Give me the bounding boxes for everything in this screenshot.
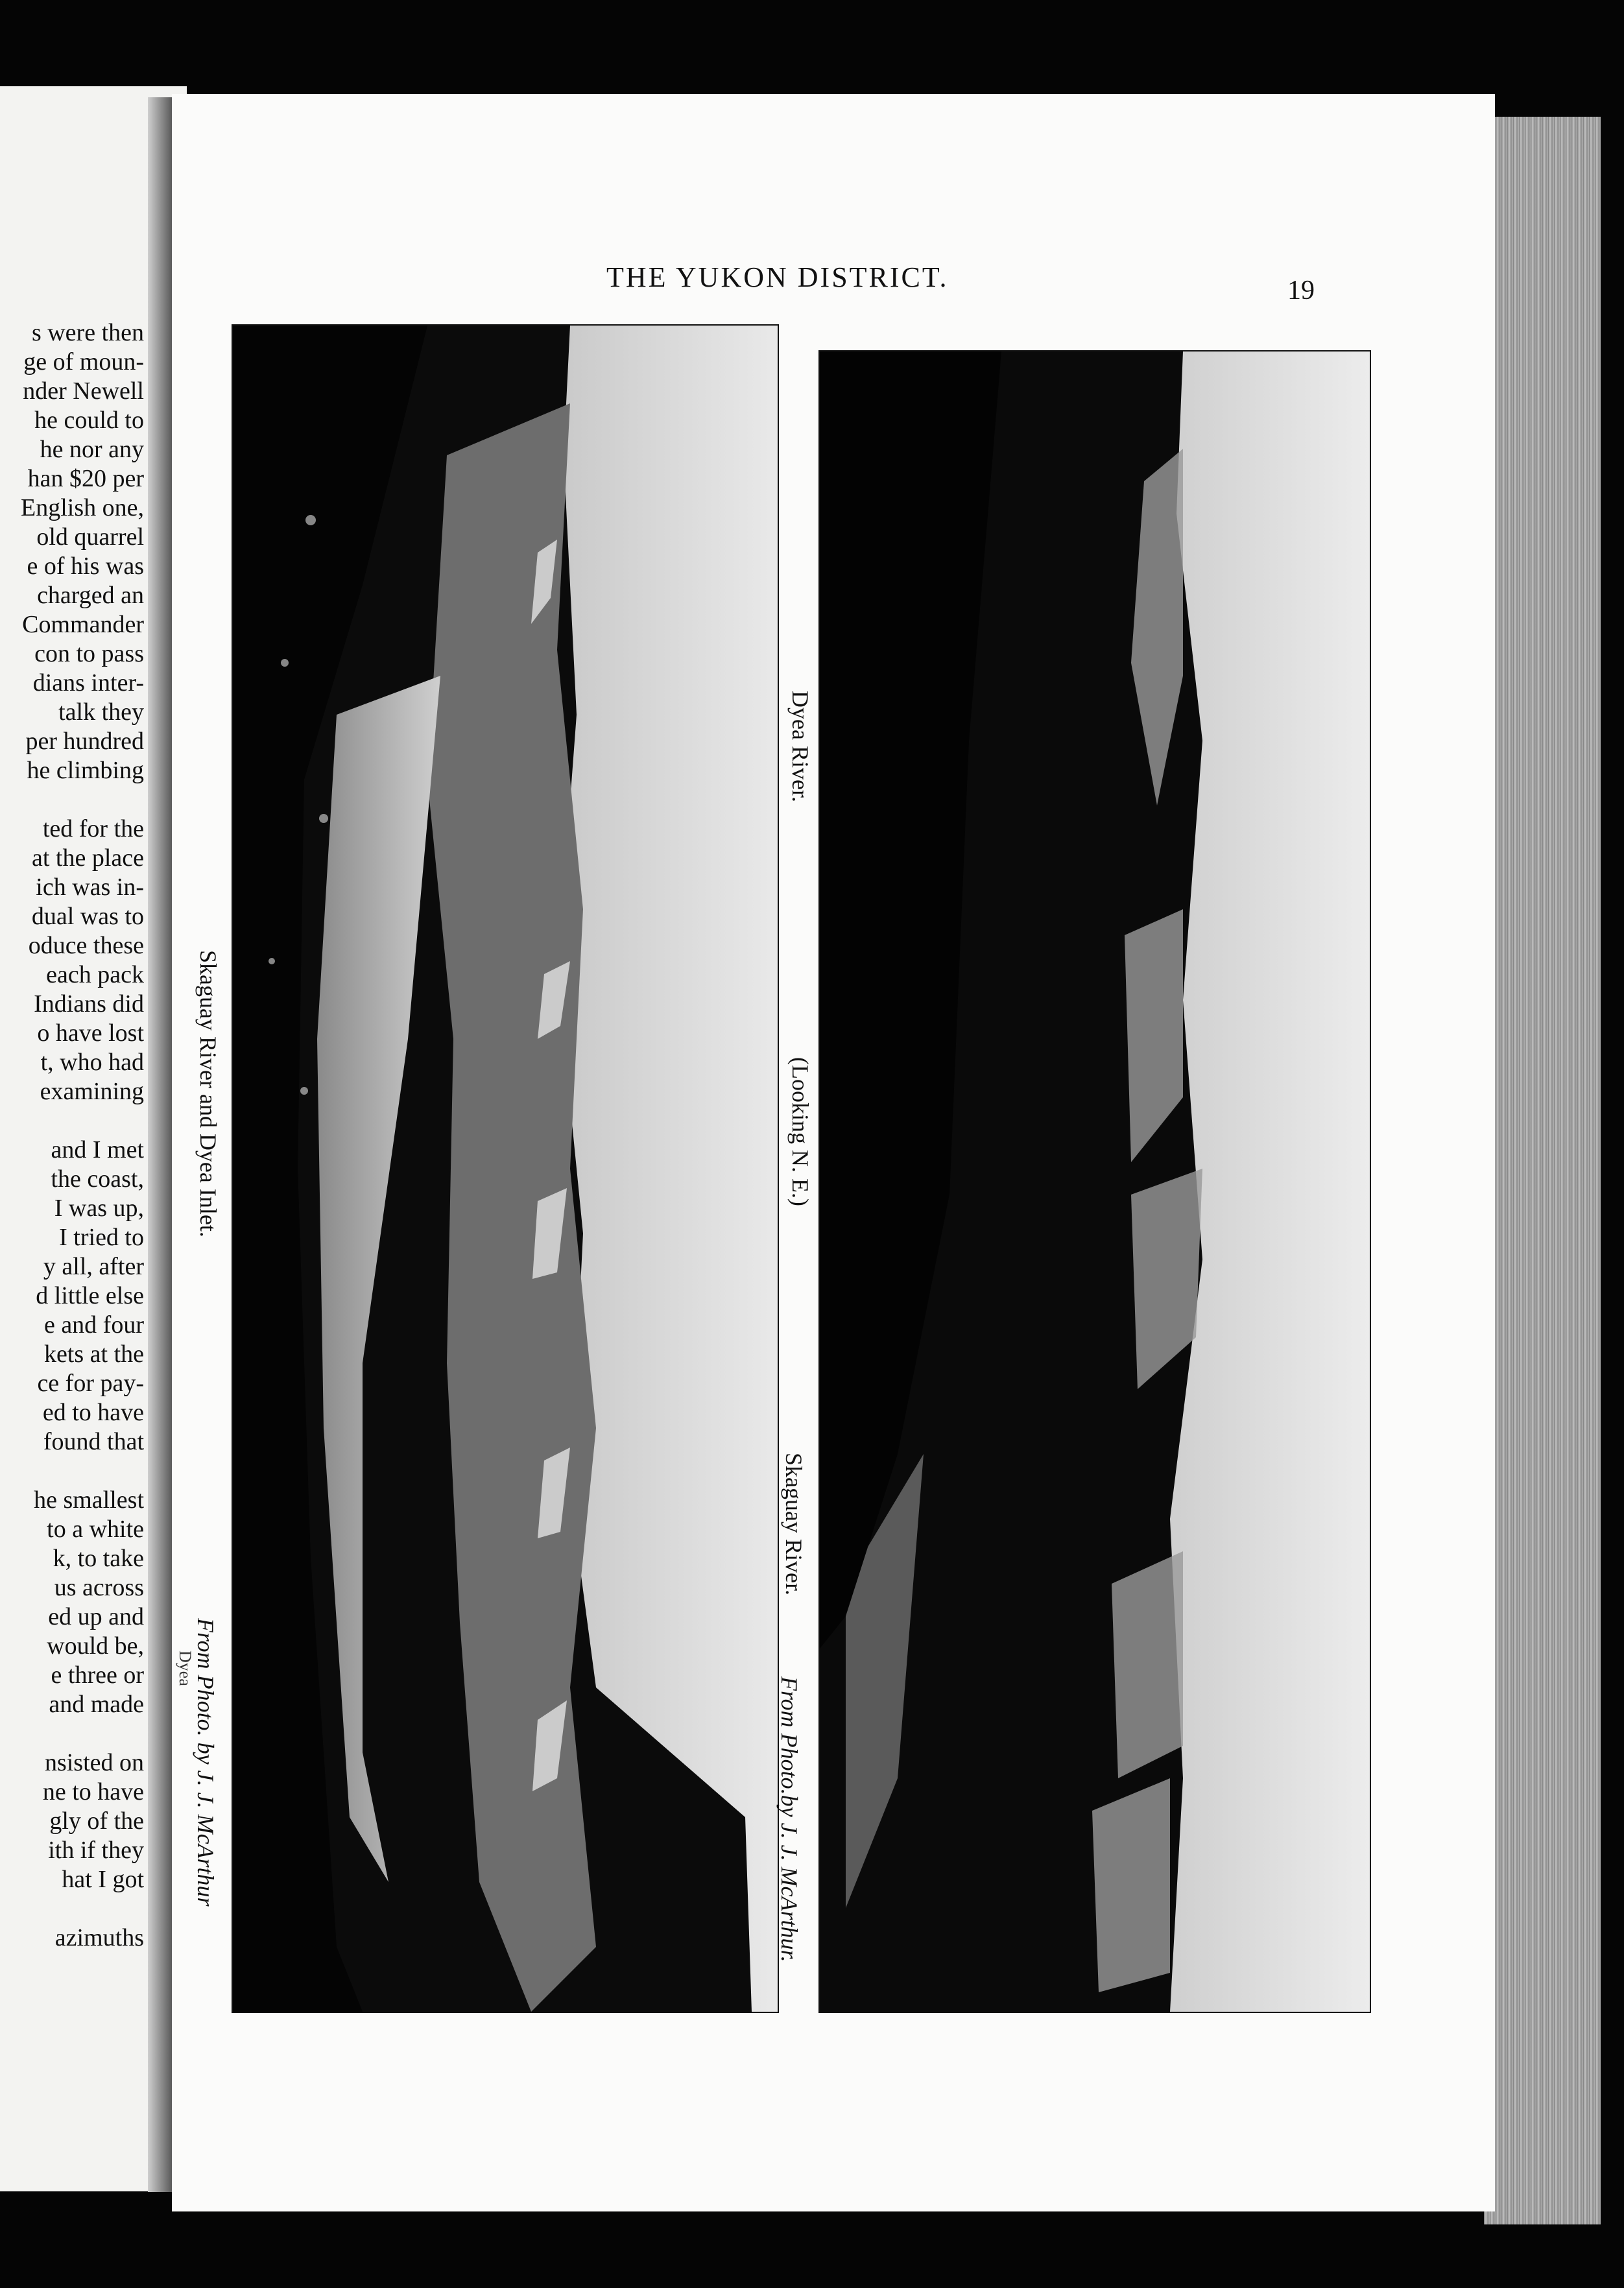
- text-line: y all, after: [43, 1253, 144, 1280]
- text-line: old quarrel: [36, 523, 144, 551]
- text-line: charged an: [37, 582, 144, 609]
- text-line: ich was in-: [36, 874, 144, 901]
- text-line: he nor any: [40, 436, 144, 463]
- text-line: [0, 1719, 144, 1748]
- label-skaguay-river: Skaguay River.: [781, 1453, 807, 1595]
- text-line: examining: [40, 1078, 144, 1105]
- text-line: e three or: [51, 1662, 144, 1689]
- text-line: ed to have: [42, 1399, 144, 1426]
- text-line: t, who had: [40, 1049, 144, 1076]
- text-line: ith if they: [48, 1837, 144, 1864]
- text-line: the coast,: [51, 1165, 144, 1193]
- label-looking-ne: (Looking N. E.): [787, 1057, 813, 1206]
- text-line: [0, 1894, 144, 1924]
- running-head: THE YUKON DISTRICT.: [606, 261, 949, 293]
- text-line: dual was to: [31, 903, 144, 930]
- text-line: d little else: [36, 1282, 144, 1309]
- label-dyea-river: Dyea River.: [787, 691, 813, 802]
- text-line: [0, 785, 144, 815]
- text-line: han $20 per: [27, 465, 144, 492]
- text-line: us across: [54, 1574, 144, 1601]
- text-line: [0, 1106, 144, 1136]
- text-line: he could to: [34, 407, 144, 434]
- text-line: I was up,: [54, 1195, 144, 1222]
- text-line: I tried to: [59, 1224, 144, 1251]
- text-line: e and four: [43, 1311, 144, 1339]
- text-line: and I met: [51, 1136, 144, 1163]
- page-number: 19: [1287, 276, 1315, 305]
- text-line: azimuths: [54, 1924, 144, 1951]
- text-line: kets at the: [43, 1341, 144, 1368]
- credit-left-photo: From Photo. by J. J. McArthur: [193, 1618, 219, 1907]
- text-line: found that: [43, 1428, 144, 1455]
- text-line: to a white: [47, 1516, 144, 1543]
- text-line: hat I got: [62, 1866, 144, 1893]
- text-line: [0, 1457, 144, 1486]
- text-line: he smallest: [34, 1486, 144, 1514]
- text-line: gly of the: [49, 1807, 144, 1835]
- text-line: nsisted on: [44, 1749, 144, 1776]
- text-line: s were then: [31, 319, 144, 346]
- text-line: Commander: [22, 611, 144, 638]
- text-line: and made: [49, 1691, 144, 1718]
- text-line: Indians did: [34, 990, 144, 1018]
- text-line: nder Newell: [23, 377, 144, 405]
- text-line: con to pass: [34, 640, 144, 667]
- photo-dyea-river: [818, 350, 1371, 2013]
- text-line: o have lost: [37, 1019, 144, 1047]
- text-line: k, to take: [53, 1545, 144, 1572]
- text-line: would be,: [47, 1632, 144, 1660]
- text-line: ted for the: [42, 815, 144, 842]
- credit-right-photo: From Photo.by J. J. McArthur.: [776, 1676, 802, 1962]
- text-line: oduce these: [28, 932, 144, 959]
- photo-skaguay-river-dyea-inlet: [232, 324, 779, 2013]
- text-line: each pack: [46, 961, 144, 988]
- margin-note-dyea: Dyea: [176, 1650, 195, 1686]
- text-line: at the place: [31, 844, 144, 872]
- text-line: ne to have: [42, 1778, 144, 1805]
- text-line: e of his was: [27, 553, 144, 580]
- text-line: ge of moun-: [23, 348, 144, 375]
- book-page-edges: [1484, 117, 1601, 2224]
- text-line: ce for pay-: [37, 1370, 144, 1397]
- text-line: per hundred: [25, 728, 144, 755]
- text-line: ed up and: [48, 1603, 144, 1630]
- text-line: talk they: [58, 698, 144, 726]
- caption-skaguay-river-dyea-inlet: Skaguay River and Dyea Inlet.: [195, 950, 221, 1237]
- text-line: dians inter-: [32, 669, 144, 697]
- text-line: he climbing: [27, 757, 144, 784]
- text-line: English one,: [21, 494, 144, 521]
- previous-page-text: [0, 318, 144, 1953]
